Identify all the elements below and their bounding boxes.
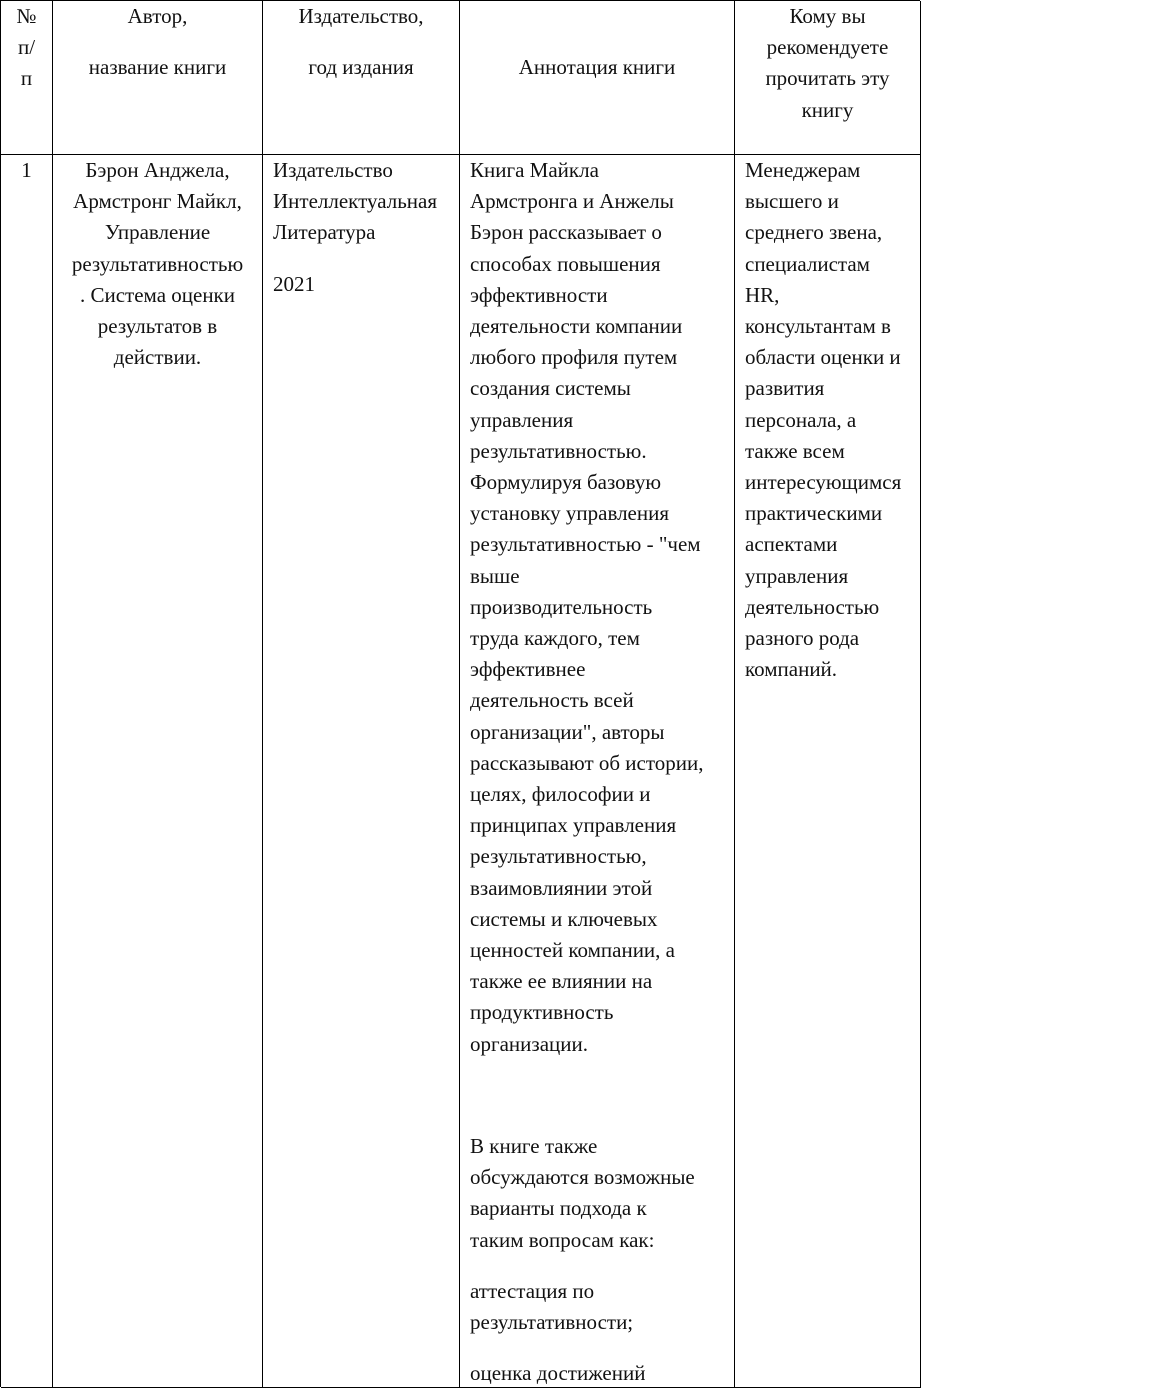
recommend-line: персонала, а <box>745 407 857 432</box>
recommend-line: области оценки и <box>745 345 901 370</box>
header-author-line: Автор, <box>127 4 188 28</box>
annotation-line: взаимовлиянии этой <box>470 875 653 900</box>
publisher-line: Интеллектуальная <box>273 189 438 214</box>
author-line: . Система оценки <box>79 282 236 307</box>
annotation-line: рассказывают об истории, <box>470 750 704 775</box>
publisher-line: Издательство <box>273 158 393 182</box>
annotation-line: системы и ключевых <box>470 906 658 931</box>
header-author <box>53 1 263 155</box>
header-publisher <box>263 1 460 155</box>
author-line: Армстронг Майкл, <box>73 189 242 214</box>
header-recommend-line: книгу <box>801 97 854 122</box>
annotation-paragraph-1 <box>470 155 734 1060</box>
publisher-line: Литература <box>273 220 376 245</box>
author-line: результативностью <box>71 251 244 276</box>
recommend-line: среднего звена, <box>745 220 883 245</box>
annotation-line: установку управления <box>470 501 670 526</box>
recommend-line: консультантам в <box>745 314 891 339</box>
annotation-line: обсуждаются возможные <box>470 1165 695 1190</box>
annotation-line: целях, философии и <box>470 782 651 807</box>
annotation-paragraph-2 <box>470 1131 734 1256</box>
annotation-line: результативностью. <box>470 438 647 463</box>
recommend-line: высшего и <box>745 189 839 214</box>
annotation-line: труда каждого, тем <box>470 626 640 651</box>
annotation-line: производительность <box>470 594 653 619</box>
annotation-line: эффективности <box>470 282 608 307</box>
author-line: результатов в <box>97 314 218 339</box>
annotation-paragraph-3 <box>470 1276 734 1338</box>
header-number-line: п <box>20 66 33 91</box>
header-recommend-line: рекомендуете <box>766 35 889 60</box>
header-annotation <box>460 1 735 155</box>
annotation-line: организации. <box>470 1031 588 1056</box>
annotation-line: Бэрон рассказывает о <box>470 220 662 245</box>
annotation-line: Формулируя базовую <box>470 470 662 495</box>
annotation-line: деятельности компании <box>470 314 683 339</box>
row-number-cell <box>1 155 53 1388</box>
recommend-line: компаний. <box>745 657 838 682</box>
recommend-line: аспектами <box>745 532 838 557</box>
author-line: Управление <box>104 220 211 245</box>
annotation-line: результативности; <box>470 1309 634 1334</box>
header-recommend <box>735 1 921 155</box>
recommend-line: практическими <box>745 501 883 526</box>
annotation-line: принципах управления <box>470 813 677 838</box>
recommend-line: развития <box>745 376 825 401</box>
header-recommend-line: прочитать эту <box>765 66 890 91</box>
recommend-cell <box>735 155 921 1388</box>
annotation-paragraph-4 <box>470 1358 734 1389</box>
recommend-line: разного рода <box>745 626 860 651</box>
recommend-line: управления <box>745 563 849 588</box>
recommend-line: Менеджерам <box>745 158 861 182</box>
annotation-line: В книге также <box>470 1133 598 1158</box>
annotation-line: продуктивность <box>470 1000 614 1025</box>
author-line: действии. <box>113 345 202 370</box>
author-cell <box>53 155 263 1388</box>
annotation-line: результативностью - "чем <box>470 532 701 557</box>
recommend-line: деятельностью <box>745 594 880 619</box>
publisher-cell <box>263 155 460 1388</box>
annotation-cell <box>460 155 735 1388</box>
annotation-line: также ее влиянии на <box>470 969 653 994</box>
header-publisher-line: год издания <box>308 55 414 80</box>
header-number-line: № <box>16 4 37 28</box>
annotation-line: создания системы <box>470 376 631 401</box>
annotation-line: таким вопросам как: <box>470 1227 655 1252</box>
annotation-line: варианты подхода к <box>470 1196 647 1221</box>
annotation-line: аттестация по <box>470 1278 595 1303</box>
recommend-line: также всем <box>745 438 845 463</box>
recommend-line: интересующимся <box>745 470 902 495</box>
annotation-line: Армстронга и Анжелы <box>470 189 674 214</box>
annotation-line: эффективнее <box>470 657 586 682</box>
annotation-line: Книга Майкла <box>470 158 599 182</box>
header-publisher-line: Издательство, <box>298 4 424 28</box>
recommend-text <box>745 155 920 685</box>
recommend-line: специалистам <box>745 251 870 276</box>
annotation-line: оценка достижений <box>470 1361 646 1386</box>
annotation-line: любого профиля путем <box>470 345 678 370</box>
author-line: Бэрон Анджела, <box>85 158 230 182</box>
annotation-line: управления <box>470 407 574 432</box>
publication-year: 2021 <box>273 271 315 296</box>
recommend-line: HR, <box>745 282 780 307</box>
header-number-line: п/ <box>17 35 36 60</box>
row-number: 1 <box>21 158 32 182</box>
header-number <box>1 1 53 155</box>
annotation-line: организации", авторы <box>470 719 665 744</box>
annotation-line: деятельность всей <box>470 688 634 713</box>
annotation-line: ценностей компании, а <box>470 938 675 963</box>
annotation-line: результативностью, <box>470 844 647 869</box>
annotation-line: выше <box>470 563 520 588</box>
header-recommend-line: Кому вы <box>789 4 866 28</box>
header-annotation-label: Аннотация книги <box>518 55 676 79</box>
annotation-line: способах повышения <box>470 251 661 276</box>
header-author-line: название книги <box>88 55 227 80</box>
